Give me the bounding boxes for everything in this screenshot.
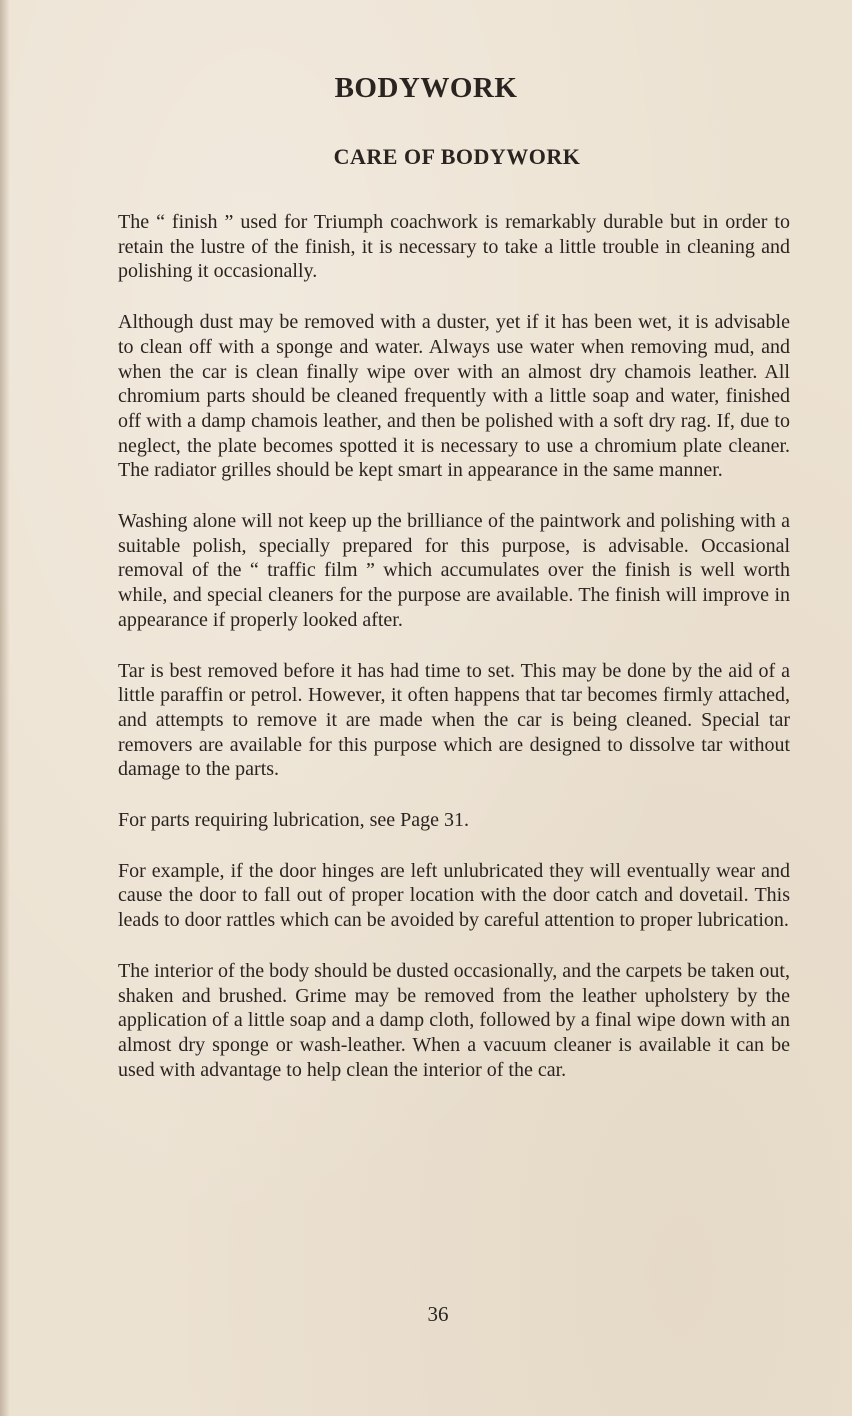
paragraph-lubrication-reference: For parts requiring lubrication, see Page 31. — [118, 809, 470, 832]
section-heading: CARE OF BODYWORK — [333, 144, 581, 169]
paragraph-interior: The interior of the body should be dusted occasionally, and the carpets be taken out, shaken and brushed. Grime may be removed from the leather upholstery by the application of a little soap and a damp cloth, followed by a final wipe down with an almost dry sponge or wash-leather. When a vacuum cleaner is available it can be used with advantage to help clean the interior of the car. — [118, 959, 790, 1081]
paragraph-finish: The “ finish ” used for Triumph coachwork is remarkably durable but in order to retain the lustre of the finish, it is necessary to take a little trouble in cleaning and polishing it occasionally. — [118, 211, 790, 283]
paragraph-tar-removal: Tar is best removed before it has had time to set. This may be done by the aid of a little paraffin or petrol. However, it often happens that tar becomes firmly attached, and attempts to remove it are made when the car is being cleaned. Special tar removers are available for this purpose which are designed to dissolve tar without damage to the parts. — [118, 659, 790, 781]
page-number: 36 — [427, 1302, 449, 1326]
paragraph-polishing: Washing alone will not keep up the brilliance of the paintwork and polishing with a suitable polish, specially prepared for this purpose, is advisable. Occasional removal of the “ traffic film ” which accumulates over the finish is well worth while, and special cleaners for the purpose are available. The finish will improve in appearance if properly looked after. — [118, 510, 790, 631]
body-text — [118, 210, 790, 1108]
page-title: BODYWORK — [334, 72, 518, 104]
paragraph-door-hinges: For example, if the door hinges are left unlubricated they will eventually wear and cause the door to fall out of proper location with the door catch and dovetail. This leads to door rattles which can be avoided by careful attention to proper lubrication. — [118, 859, 790, 932]
paragraph-dust-and-chromium: Although dust may be removed with a duster, yet if it has been wet, it is advisable to clean off with a sponge and water. Always use water when removing mud, and when the car is clean finally wipe over with an almost dry chamois leather. All chromium parts should be cleaned frequently with a little soap and water, finished off with a damp chamois leather, and then be polished with a soft dry rag. If, due to neglect, the plate becomes spotted it is necessary to use a chromium plate cleaner. The radiator grilles should be kept smart in appearance in the same manner. — [118, 311, 790, 482]
